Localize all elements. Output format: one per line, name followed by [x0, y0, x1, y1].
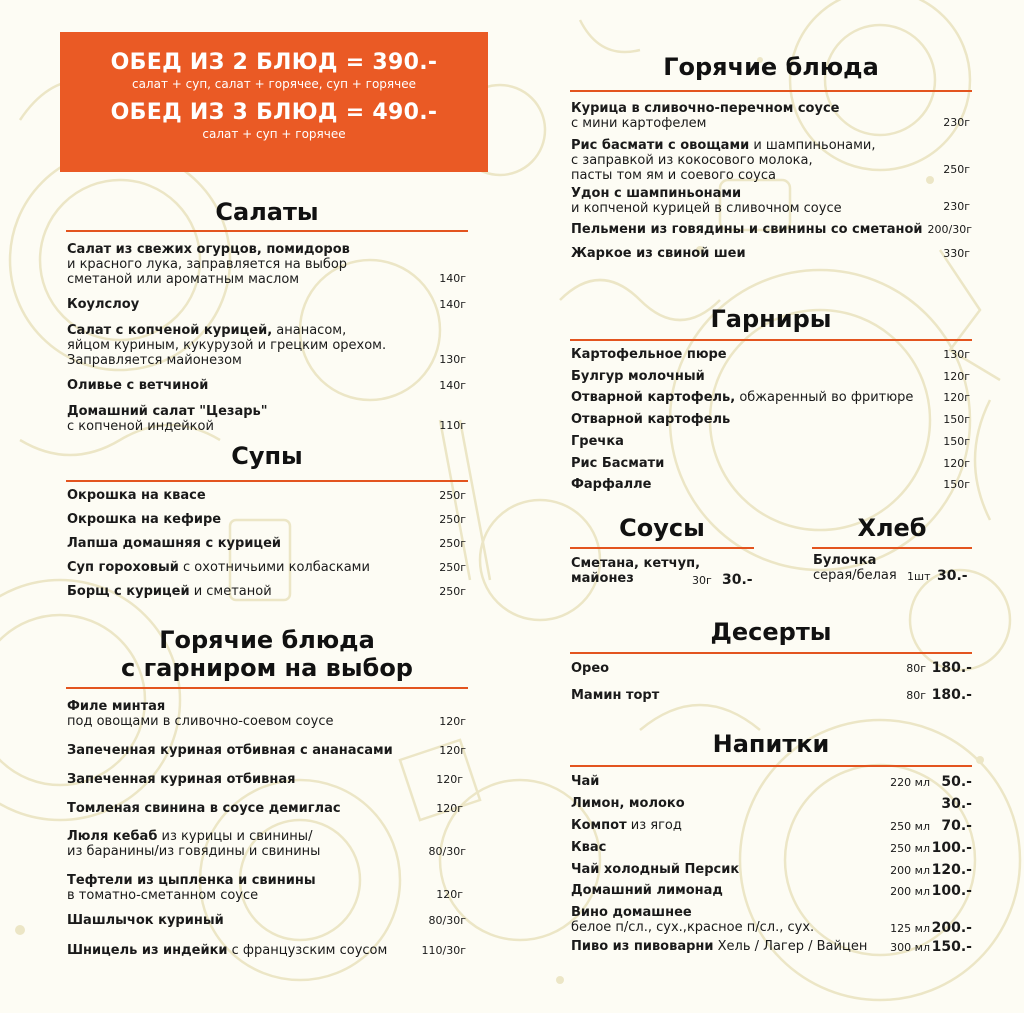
menu-item: Чай холодный Персик [571, 862, 740, 877]
lunch-deal-3: ОБЕД ИЗ 3 БЛЮД = 490.- [110, 100, 438, 125]
lunch-deal-2-desc: салат + суп, салат + горячее, суп + горячее [131, 77, 416, 91]
menu-item: Рис Басмати [571, 456, 665, 471]
item-weight: 110/30г [421, 944, 466, 957]
menu-item: Шашлычок куриный [67, 913, 224, 928]
section-divider [570, 652, 972, 654]
item-weight: 80г [906, 689, 926, 702]
menu-item: Филе минтая под овощами в сливочно-соевом соусе [67, 699, 334, 729]
menu-item: Рис басмати с овощами и шампиньонами, с заправкой из кокосового молока, пасты том ям и соевого соуса [571, 138, 876, 183]
item-price: 150.- [931, 939, 972, 955]
menu-item: Окрошка на квасе [67, 488, 206, 503]
menu-item: Оливье с ветчиной [67, 378, 209, 393]
item-weight: 120г [943, 391, 970, 404]
section-divider [66, 480, 468, 482]
section-title-salads: Салаты [215, 198, 319, 226]
menu-item: Фарфалле [571, 477, 652, 492]
item-weight: 140г [439, 298, 466, 311]
item-volume: 200 мл [890, 885, 930, 898]
item-price: 100.- [931, 840, 972, 856]
item-weight: 150г [943, 478, 970, 491]
item-weight: 80/30г [428, 914, 466, 927]
section-title-hot-dishes: Горячие блюда [663, 53, 879, 81]
item-price: 180.- [931, 687, 972, 703]
item-weight: 250г [439, 513, 466, 526]
section-title-hot-with-side: Горячие блюда с гарниром на выбор [121, 626, 413, 682]
item-price: 200.- [931, 920, 972, 936]
item-weight: 250г [943, 163, 970, 176]
section-title-desserts: Десерты [710, 618, 832, 646]
menu-item: Лапша домашняя с курицей [67, 536, 281, 551]
menu-item: Запеченная куриная отбивная [67, 772, 296, 787]
item-price: 30.- [937, 568, 968, 584]
menu-item: Булгур молочный [571, 369, 705, 384]
item-weight: 140г [439, 379, 466, 392]
menu-item: Люля кебаб из курицы и свинины/ из баранины/из говядины и свинины [67, 829, 321, 859]
menu-item: Удон с шампиньонами и копченой курицей в сливочном соусе [571, 186, 842, 216]
menu-item: Пиво из пивоварни Хель / Лагер / Вайцен [571, 939, 868, 954]
item-weight: 250г [439, 561, 466, 574]
menu-item: Отварной картофель, обжаренный во фритюре [571, 390, 914, 405]
item-weight: 120г [436, 802, 463, 815]
menu-item: Салат с копченой курицей, ананасом, яйцом куриным, кукурузой и грецким орехом. Заправляется майонезом [67, 323, 387, 368]
item-volume: 250 мл [890, 820, 930, 833]
item-weight: 150г [943, 435, 970, 448]
item-weight: 250г [439, 537, 466, 550]
item-price: 30.- [722, 572, 753, 588]
item-price: 70.- [941, 818, 972, 834]
menu-item: Вино домашнее белое п/сл., сух.,красное п/сл., сух. [571, 905, 815, 935]
menu-item: Салат из свежих огурцов, помидоров и красного лука, заправляется на выбор сметаной или ароматным маслом [67, 242, 350, 287]
menu-item: Картофельное пюре [571, 347, 727, 362]
lunch-deal-2: ОБЕД ИЗ 2 БЛЮД = 390.- [110, 50, 438, 75]
item-weight: 230г [943, 116, 970, 129]
item-volume: 250 мл [890, 842, 930, 855]
item-weight: 230г [943, 200, 970, 213]
menu-item: Орео [571, 661, 610, 676]
menu-item: Коулслоу [67, 297, 140, 312]
item-weight: 200/30г [927, 223, 972, 236]
section-title-sauces: Соусы [619, 514, 705, 542]
item-weight: 80/30г [428, 845, 466, 858]
menu-item: Шницель из индейки с французским соусом [67, 943, 388, 958]
item-weight: 120г [943, 457, 970, 470]
item-weight: 140г [439, 272, 466, 285]
item-weight: 110г [439, 419, 466, 432]
menu-item: Домашний салат "Цезарь" с копченой индейкой [67, 404, 268, 434]
menu-item: Сметана, кетчуп, майонез [571, 556, 701, 586]
item-weight: 120г [439, 744, 466, 757]
item-weight: 130г [943, 348, 970, 361]
item-weight: 80г [906, 662, 926, 675]
section-title-drinks: Напитки [712, 730, 830, 758]
section-divider [570, 339, 972, 341]
section-divider [66, 230, 468, 232]
menu-item: Компот из ягод [571, 818, 682, 833]
section-title-bread: Хлеб [857, 514, 927, 542]
item-weight: 250г [439, 489, 466, 502]
item-weight: 250г [439, 585, 466, 598]
menu-item: Булочка серая/белая [813, 553, 897, 583]
menu-item: Запеченная куриная отбивная с ананасами [67, 743, 393, 758]
item-price: 180.- [931, 660, 972, 676]
item-weight: 1шт [907, 570, 931, 583]
item-price: 100.- [931, 883, 972, 899]
item-price: 50.- [941, 774, 972, 790]
item-volume: 220 мл [890, 776, 930, 789]
item-volume: 125 мл [890, 922, 930, 935]
section-title-sides: Гарниры [710, 305, 832, 333]
lunch-deal-banner [60, 32, 488, 172]
item-price: 120.- [931, 862, 972, 878]
menu-item: Жаркое из свиной шеи [571, 246, 746, 261]
menu-item: Лимон, молоко [571, 796, 685, 811]
lunch-deal-3-desc: салат + суп + горячее [202, 127, 346, 141]
menu-item: Борщ с курицей и сметаной [67, 584, 272, 599]
menu-item: Отварной картофель [571, 412, 731, 427]
menu-item: Пельмени из говядины и свинины со сметаной [571, 222, 923, 237]
item-weight: 120г [439, 715, 466, 728]
section-title-soups: Супы [231, 442, 303, 470]
menu-item: Суп гороховый с охотничьими колбасками [67, 560, 370, 575]
menu-item: Домашний лимонад [571, 883, 723, 898]
menu-item: Гречка [571, 434, 624, 449]
item-weight: 30г [692, 574, 712, 587]
item-weight: 120г [436, 888, 463, 901]
menu-item: Окрошка на кефире [67, 512, 222, 527]
menu-item: Курица в сливочно-перечном соусе с мини картофелем [571, 101, 840, 131]
section-divider [812, 547, 972, 549]
item-weight: 330г [943, 247, 970, 260]
menu-item: Чай [571, 774, 600, 789]
section-divider [570, 90, 972, 92]
menu-item: Мамин торт [571, 688, 660, 703]
menu-item: Тефтели из цыпленка и свинины в томатно-сметанном соусе [67, 873, 316, 903]
section-divider [570, 765, 972, 767]
item-volume: 200 мл [890, 864, 930, 877]
section-divider [66, 687, 468, 689]
menu-item: Квас [571, 840, 607, 855]
item-price: 30.- [941, 796, 972, 812]
item-weight: 130г [439, 353, 466, 366]
item-weight: 120г [436, 773, 463, 786]
item-weight: 150г [943, 413, 970, 426]
section-divider [570, 547, 754, 549]
menu-item: Томленая свинина в соусе демиглас [67, 801, 341, 816]
item-volume: 300 мл [890, 941, 930, 954]
item-weight: 120г [943, 370, 970, 383]
